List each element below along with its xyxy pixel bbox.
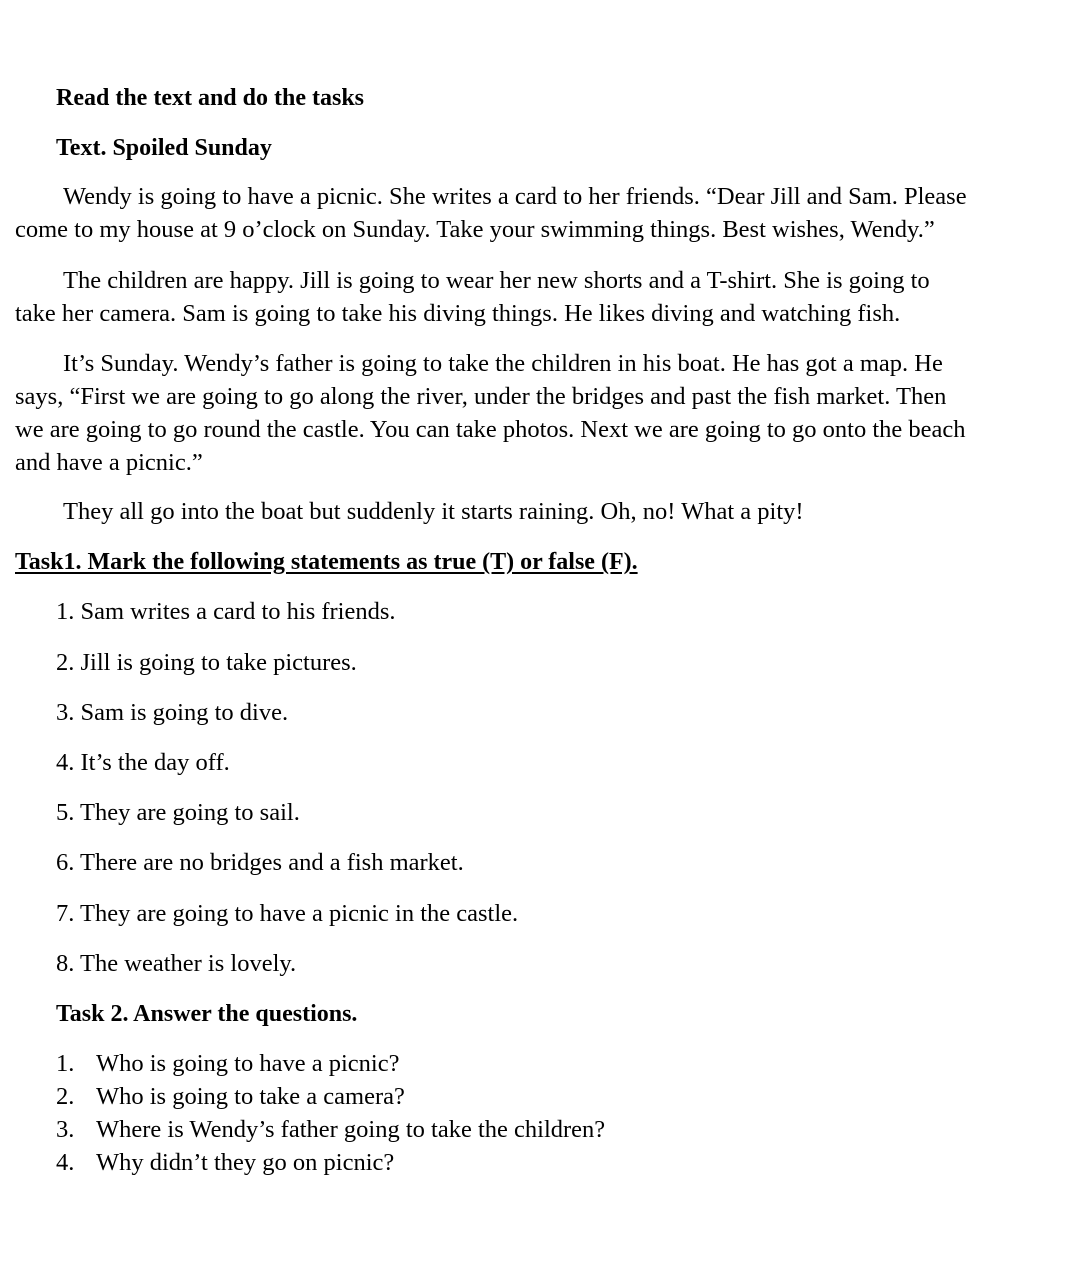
question-text: Who is going to take a camera? (96, 1083, 405, 1110)
question-text: Who is going to have a picnic? (96, 1050, 400, 1077)
paragraph-line: The children are happy. Jill is going to wear her new shorts and a T-shirt. She is going to (63, 267, 930, 294)
question-number: 3. (56, 1116, 75, 1143)
story-paragraph-1 (15, 180, 1055, 246)
statement-item: 4. It’s the day off. (56, 749, 230, 776)
statement-item: 8. The weather is lovely. (56, 950, 297, 977)
paragraph-line: They all go into the boat but suddenly it starts raining. Oh, no! What a pity! (63, 498, 804, 525)
question-item (56, 1116, 605, 1144)
statement-item: 5. They are going to sail. (56, 799, 300, 826)
story-paragraph-4 (15, 495, 1055, 528)
question-number: 2. (56, 1083, 75, 1110)
question-number: 1. (56, 1050, 75, 1077)
paragraph-line: Wendy is going to have a picnic. She writes a card to her friends. “Dear Jill and Sam. Please (63, 183, 967, 210)
question-item (56, 1083, 405, 1111)
text-title: Text. Spoiled Sunday (56, 135, 272, 161)
question-text: Where is Wendy’s father going to take the children? (96, 1116, 606, 1143)
question-item (56, 1149, 394, 1177)
statement-item: 2. Jill is going to take pictures. (56, 649, 357, 676)
task2-title: Task 2. Answer the questions. (56, 1001, 358, 1027)
paragraph-line: take her camera. Sam is going to take his diving things. He likes diving and watching fish. (15, 300, 901, 327)
statement-item: 3. Sam is going to dive. (56, 699, 289, 726)
paragraph-line: and have a picnic.” (15, 449, 203, 476)
paragraph-line: says, “First we are going to go along the river, under the bridges and past the fish market. Then (15, 383, 947, 410)
story-paragraph-3 (15, 347, 1055, 479)
instruction-heading: Read the text and do the tasks (56, 85, 365, 111)
statement-item: 7. They are going to have a picnic in the castle. (56, 900, 519, 927)
statement-item: 6. There are no bridges and a fish market. (56, 849, 464, 876)
question-item (56, 1050, 399, 1078)
question-text: Why didn’t they go on picnic? (96, 1149, 395, 1176)
question-number: 4. (56, 1149, 75, 1176)
paragraph-line: come to my house at 9 o’clock on Sunday. Take your swimming things. Best wishes, Wendy.” (15, 216, 935, 243)
paragraph-line: It’s Sunday. Wendy’s father is going to take the children in his boat. He has got a map. He (63, 350, 943, 377)
story-paragraph-2 (15, 264, 1055, 330)
statement-item: 1. Sam writes a card to his friends. (56, 598, 396, 625)
paragraph-line: we are going to go round the castle. You can take photos. Next we are going to go onto the beach (15, 416, 966, 443)
task1-title: Task1. Mark the following statements as true (T) or false (F). (15, 549, 638, 575)
